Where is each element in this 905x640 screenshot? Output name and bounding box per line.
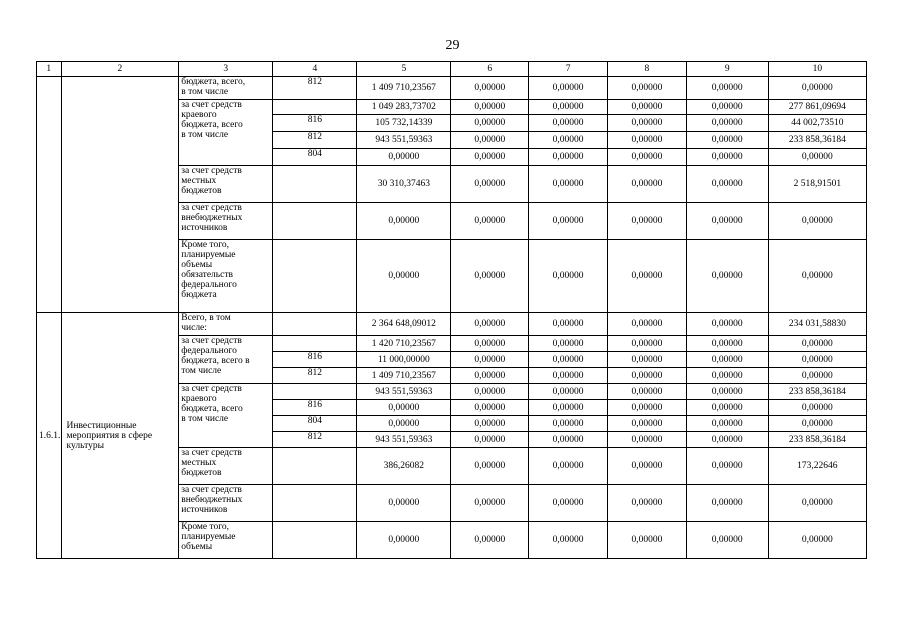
value-cell: 173,22646 (768, 448, 866, 485)
value-cell: 0,00000 (529, 240, 608, 313)
code-cell (273, 240, 357, 313)
value-cell: 1 409 710,23567 (357, 77, 451, 100)
value-cell: 0,00000 (768, 416, 866, 432)
value-cell: 0,00000 (686, 149, 768, 166)
value-cell: 0,00000 (686, 432, 768, 448)
budget-table (36, 61, 867, 559)
value-cell: 0,00000 (607, 400, 686, 416)
value-cell: 0,00000 (451, 166, 529, 203)
code-cell: 804 (273, 149, 357, 166)
value-cell: 0,00000 (686, 132, 768, 149)
column-header: 6 (451, 62, 529, 77)
value-cell: 233 858,36184 (768, 132, 866, 149)
column-header: 3 (179, 62, 273, 77)
value-cell: 0,00000 (686, 416, 768, 432)
value-cell: 233 858,36184 (768, 432, 866, 448)
value-cell: 0,00000 (451, 384, 529, 400)
value-cell: 0,00000 (451, 416, 529, 432)
code-cell (273, 203, 357, 240)
value-cell: 0,00000 (451, 485, 529, 522)
value-cell: 0,00000 (607, 77, 686, 100)
source-label: за счет средств краевого бюджета, всего в том числе (179, 384, 273, 448)
number-cell (37, 77, 62, 313)
code-cell: 816 (273, 400, 357, 416)
value-cell: 0,00000 (686, 522, 768, 559)
value-cell: 0,00000 (451, 336, 529, 352)
value-cell: 386,26082 (357, 448, 451, 485)
column-header: 9 (686, 62, 768, 77)
header-row (37, 62, 867, 77)
value-cell: 0,00000 (607, 313, 686, 336)
value-cell: 0,00000 (768, 240, 866, 313)
value-cell: 0,00000 (686, 448, 768, 485)
value-cell: 0,00000 (607, 368, 686, 384)
value-cell: 0,00000 (768, 352, 866, 368)
code-cell (273, 313, 357, 336)
source-label: за счет средств местных бюджетов (179, 166, 273, 203)
value-cell: 0,00000 (607, 166, 686, 203)
value-cell: 0,00000 (686, 485, 768, 522)
value-cell: 0,00000 (768, 149, 866, 166)
column-header: 2 (61, 62, 179, 77)
value-cell: 0,00000 (607, 448, 686, 485)
value-cell: 0,00000 (529, 432, 608, 448)
table-row (37, 313, 867, 336)
value-cell: 0,00000 (529, 149, 608, 166)
source-label: Кроме того, планируемые объемы (179, 522, 273, 559)
value-cell: 0,00000 (768, 522, 866, 559)
value-cell: 0,00000 (357, 416, 451, 432)
value-cell: 0,00000 (607, 352, 686, 368)
table-row (37, 77, 867, 100)
value-cell: 233 858,36184 (768, 384, 866, 400)
value-cell: 0,00000 (529, 313, 608, 336)
value-cell: 0,00000 (686, 336, 768, 352)
value-cell: 0,00000 (607, 485, 686, 522)
value-cell: 0,00000 (686, 100, 768, 115)
value-cell: 0,00000 (357, 522, 451, 559)
value-cell: 0,00000 (529, 166, 608, 203)
source-label: бюджета, всего, в том числе (179, 77, 273, 100)
code-cell (273, 166, 357, 203)
value-cell: 0,00000 (529, 352, 608, 368)
value-cell: 0,00000 (686, 166, 768, 203)
value-cell: 0,00000 (451, 448, 529, 485)
column-header: 1 (37, 62, 62, 77)
value-cell: 0,00000 (607, 522, 686, 559)
code-cell: 812 (273, 432, 357, 448)
source-label: Кроме того, планируемые объемы обязательств федерального бюджета (179, 240, 273, 313)
value-cell: 0,00000 (686, 203, 768, 240)
value-cell: 0,00000 (686, 368, 768, 384)
column-header: 5 (357, 62, 451, 77)
value-cell: 0,00000 (607, 149, 686, 166)
value-cell: 943 551,59363 (357, 132, 451, 149)
value-cell: 0,00000 (451, 432, 529, 448)
source-label: за счет средств местных бюджетов (179, 448, 273, 485)
source-label: за счет средств краевого бюджета, всего в том числе (179, 100, 273, 166)
source-label: за счет средств внебюджетных источников (179, 485, 273, 522)
value-cell: 234 031,58830 (768, 313, 866, 336)
value-cell: 0,00000 (768, 203, 866, 240)
value-cell: 0,00000 (686, 352, 768, 368)
source-label: за счет средств федерального бюджета, всего в том числе (179, 336, 273, 384)
column-header: 4 (273, 62, 357, 77)
value-cell: 0,00000 (768, 336, 866, 352)
code-cell: 812 (273, 368, 357, 384)
value-cell: 0,00000 (451, 368, 529, 384)
value-cell: 0,00000 (451, 203, 529, 240)
value-cell: 0,00000 (607, 203, 686, 240)
value-cell: 0,00000 (451, 313, 529, 336)
value-cell: 0,00000 (607, 115, 686, 132)
value-cell: 0,00000 (607, 240, 686, 313)
value-cell: 0,00000 (686, 384, 768, 400)
value-cell: 0,00000 (607, 432, 686, 448)
value-cell: 0,00000 (529, 77, 608, 100)
value-cell: 0,00000 (686, 115, 768, 132)
value-cell: 0,00000 (686, 240, 768, 313)
value-cell: 11 000,00000 (357, 352, 451, 368)
item-number: 1.6.1. (37, 313, 62, 559)
value-cell: 0,00000 (451, 352, 529, 368)
code-cell (273, 336, 357, 352)
value-cell: 0,00000 (451, 240, 529, 313)
value-cell: 0,00000 (451, 149, 529, 166)
column-header: 10 (768, 62, 866, 77)
value-cell: 0,00000 (686, 400, 768, 416)
value-cell: 0,00000 (451, 522, 529, 559)
value-cell: 0,00000 (686, 313, 768, 336)
value-cell: 0,00000 (607, 416, 686, 432)
value-cell: 0,00000 (607, 100, 686, 115)
value-cell: 0,00000 (357, 203, 451, 240)
value-cell: 943 551,59363 (357, 432, 451, 448)
value-cell: 0,00000 (529, 336, 608, 352)
value-cell: 0,00000 (607, 336, 686, 352)
code-cell: 804 (273, 416, 357, 432)
value-cell: 0,00000 (607, 132, 686, 149)
value-cell: 0,00000 (529, 100, 608, 115)
value-cell: 0,00000 (451, 132, 529, 149)
value-cell: 0,00000 (768, 400, 866, 416)
value-cell: 0,00000 (768, 368, 866, 384)
column-header: 7 (529, 62, 608, 77)
value-cell: 0,00000 (529, 485, 608, 522)
code-cell: 812 (273, 132, 357, 149)
page-number: 29 (445, 38, 460, 53)
value-cell: 1 420 710,23567 (357, 336, 451, 352)
value-cell: 0,00000 (451, 77, 529, 100)
code-cell (273, 522, 357, 559)
value-cell: 0,00000 (768, 485, 866, 522)
value-cell: 943 551,59363 (357, 384, 451, 400)
value-cell: 0,00000 (357, 485, 451, 522)
code-cell: 816 (273, 352, 357, 368)
value-cell: 1 049 283,73702 (357, 100, 451, 115)
name-cell (61, 77, 179, 313)
code-cell: 812 (273, 77, 357, 100)
source-label: за счет средств внебюджетных источников (179, 203, 273, 240)
value-cell: 0,00000 (768, 77, 866, 100)
value-cell: 0,00000 (529, 416, 608, 432)
code-cell: 816 (273, 115, 357, 132)
value-cell: 0,00000 (607, 384, 686, 400)
value-cell: 105 732,14339 (357, 115, 451, 132)
value-cell: 0,00000 (357, 240, 451, 313)
value-cell: 2 518,91501 (768, 166, 866, 203)
value-cell: 0,00000 (529, 203, 608, 240)
value-cell: 0,00000 (451, 400, 529, 416)
column-header: 8 (607, 62, 686, 77)
value-cell: 277 861,09694 (768, 100, 866, 115)
code-cell (273, 448, 357, 485)
value-cell: 0,00000 (357, 149, 451, 166)
value-cell: 44 002,73510 (768, 115, 866, 132)
value-cell: 0,00000 (529, 384, 608, 400)
value-cell: 0,00000 (529, 115, 608, 132)
source-label: Всего, в том числе: (179, 313, 273, 336)
value-cell: 0,00000 (529, 368, 608, 384)
value-cell: 0,00000 (529, 132, 608, 149)
value-cell: 1 409 710,23567 (357, 368, 451, 384)
value-cell: 0,00000 (686, 77, 768, 100)
code-cell (273, 100, 357, 115)
value-cell: 2 364 648,09012 (357, 313, 451, 336)
item-name: Инвестиционные мероприятия в сфере культуры (61, 313, 179, 559)
value-cell: 0,00000 (529, 522, 608, 559)
value-cell: 0,00000 (451, 100, 529, 115)
value-cell: 0,00000 (529, 448, 608, 485)
code-cell (273, 485, 357, 522)
value-cell: 0,00000 (529, 400, 608, 416)
code-cell (273, 384, 357, 400)
value-cell: 30 310,37463 (357, 166, 451, 203)
value-cell: 0,00000 (357, 400, 451, 416)
value-cell: 0,00000 (451, 115, 529, 132)
